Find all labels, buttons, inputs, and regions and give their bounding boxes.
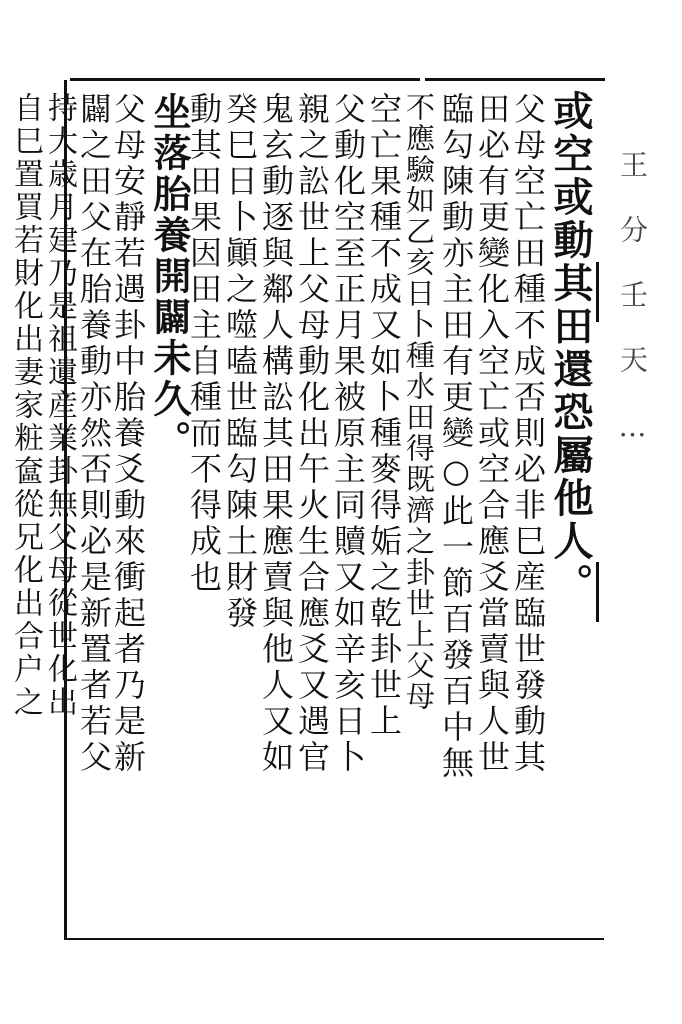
text-column: 癸巳日卜顚之噬嗑世臨勾陳土財發 bbox=[221, 92, 259, 632]
text-column: 不應驗如乙亥日卜種水田得既濟之卦世上父母 bbox=[402, 92, 436, 712]
text-column: 父母安靜若遇卦中胎養爻動來衝起者乃是新 bbox=[109, 92, 147, 776]
bottom-rule bbox=[64, 938, 604, 940]
inner-border-rule bbox=[596, 262, 599, 322]
top-rule-left bbox=[70, 78, 420, 81]
margin-fragment: 王 分 壬 天 … bbox=[616, 150, 649, 445]
text-column: 父母空亡田種不成否則必非巳産臨世發動其 bbox=[509, 92, 547, 776]
text-column: 闢之田父在胎養動亦然否則必是新置者若父 bbox=[75, 92, 113, 776]
section-heading-2: 坐落胎養開闢未久。 bbox=[147, 92, 192, 461]
text-column: 持大歳月建乃是祖遺産業卦無父母從世化出 bbox=[42, 92, 77, 719]
section-heading-1: 或空或動其田還恐屬他人。 bbox=[547, 90, 594, 606]
text-column: 動其田果因田主自種而不得成也 bbox=[185, 92, 223, 596]
text-column: 自巳置買若財化出妻家粧奩從兄化出合户之 bbox=[8, 92, 43, 719]
text-column: 父動化空至正月果被原主同贖又如辛亥日卜 bbox=[329, 92, 367, 776]
text-column: 鬼玄動逐與鄰人構訟其田果應賣與他人又如 bbox=[257, 92, 295, 776]
top-rule-right bbox=[425, 78, 605, 81]
text-column: 親之訟世上父母動化出午火生合應爻又遇官 bbox=[293, 92, 331, 776]
text-column: 田必有更變化入空亡或空合應爻當賣與人世 bbox=[473, 92, 511, 776]
text-column: 空亡果種不成又如卜種麥得姤之乾卦世上 bbox=[365, 92, 403, 740]
text-column: 臨勾陳動亦主田有更變○此一節百發百中無 bbox=[437, 92, 475, 782]
inner-border-rule-2 bbox=[596, 562, 599, 622]
